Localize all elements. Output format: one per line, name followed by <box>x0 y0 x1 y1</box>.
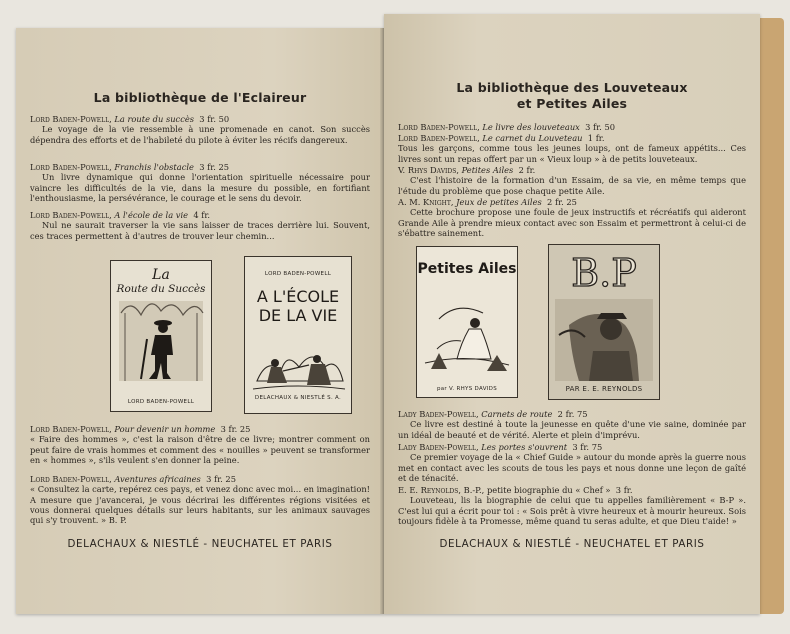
entry-ecole-de-la-vie <box>16 210 384 241</box>
entry-description: Nul ne saurait traverser la vie sans laisser de traces derrière lui. Souvent, ces traces permettent à d'autres de trouver leur chemin... <box>30 220 370 241</box>
entry-price: 3 fr. 25 <box>206 474 236 484</box>
cover-title-line1: La <box>152 267 170 283</box>
cover-author: LORD BADEN-POWELL <box>127 399 195 405</box>
entry-route-du-succes <box>16 114 384 145</box>
entry-franchis-obstacle <box>16 162 384 203</box>
cover-publisher: DELACHAUX & NIESTLÉ S. A. <box>254 395 342 401</box>
entry-jeux-de-petites-ailes <box>384 197 760 238</box>
book-cover-ecole-de-la-vie <box>244 256 352 414</box>
entry-aventures-africaines <box>16 474 384 525</box>
entry-price: 3 fr. 50 <box>585 122 616 132</box>
entry-author: Lady Baden-Powell, <box>398 409 479 419</box>
entry-description: Un livre dynamique qui donne l'orientation spirituelle nécessaire pour vaincre les difficultés de la vie, dans la mesure du possible, en fortifiant l'enthousiasme, la persévérance, le courage et le sens du devoir. <box>30 172 370 203</box>
girl-with-wings-illustration <box>417 283 517 383</box>
left-page <box>16 28 384 614</box>
entry-author: V. Rhys Davids, <box>398 165 459 175</box>
entry-author: Lady Baden-Powell, <box>398 442 479 452</box>
entry-bp-biographie <box>384 485 760 526</box>
entry-author: Lord Baden-Powell, <box>30 474 112 484</box>
entry-description: Louveteau, lis la biographie de celui que tu appelles familièrement « B-P ». C'est lui qui a écrit pour toi : « Sois prêt à vivre heureux et à mourir heureux. Sois toujours fidèle à ta Promesse, même quand tu seras adulte, et que Dieu t'aide! » <box>398 495 746 526</box>
scouts-fighting-illustration <box>247 337 351 397</box>
entry-price: 4 fr. <box>193 210 211 220</box>
baden-powell-portrait-illustration <box>549 295 659 385</box>
entry-description: Ce livre est destiné à toute la jeunesse en quête d'une vie saine, dominée par un idéal de beauté et de vérité. Alerte et plein d'imprévu. <box>398 419 746 440</box>
entry-author: E. E. Reynolds, <box>398 485 461 495</box>
cover-author: PAR E. E. REYNOLDS <box>565 385 643 393</box>
entry-devenir-un-homme <box>16 424 384 465</box>
entry-description: Cette brochure propose une foule de jeux instructifs et récréatifs qui aideront Grande Aile à prendre mieux contact avec son Essaim et permettront à celui-ci de s'ébattre sainement. <box>398 207 746 238</box>
cover-title: B.P <box>571 251 637 295</box>
entry-livre-des-louveteaux <box>384 122 760 132</box>
right-page-footer: DELACHAUX & NIESTLÉ - NEUCHATEL ET PARIS <box>439 538 705 550</box>
cover-title-line1: A L'ÉCOLE <box>256 287 340 306</box>
entry-title: A l'école de la vie <box>114 210 189 220</box>
entry-price: 2 fr. 75 <box>557 409 588 419</box>
right-page-heading-line1: La bibliothèque des Louveteaux <box>456 80 688 95</box>
entry-portes-s-ouvrent <box>384 442 760 483</box>
entry-description: Tous les garçons, comme tous les jeunes loups, ont de fameux appétits... Ces livres sont un repas offert par un « Vieux loup » à de petits louveteaux. <box>398 143 746 164</box>
entry-title: Pour devenir un homme <box>114 424 216 434</box>
entry-price: 1 fr. <box>587 133 605 143</box>
entry-author: Lord Baden-Powell, <box>30 210 112 220</box>
cover-title-line2: Route du Succès <box>116 283 206 295</box>
entry-description: « Faire des hommes », c'est la raison d'être de ce livre; montrer comment on peut faire de vrais hommes et comment des « nouilles » peuvent se transformer en « hommes », s'ils veulent s'en donner la peine. <box>30 434 370 465</box>
cover-author: LORD BADEN-POWELL <box>264 271 332 277</box>
entry-author: Lord Baden-Powell, <box>30 424 112 434</box>
entry-price: 3 fr. 50 <box>199 114 230 124</box>
entry-title: Petites Ailes <box>461 165 514 175</box>
entry-price: 3 fr. 25 <box>199 162 230 172</box>
entry-author: A. M. Knight, <box>398 197 454 207</box>
entry-author: Lord Baden-Powell, <box>30 162 112 172</box>
entry-price: 2 fr. 25 <box>547 197 577 207</box>
entry-description: Ce premier voyage de la « Chief Guide » autour du monde après la guerre nous met en contact avec les scouts de tous les pays et nous donne une leçon de gaîté et de ténacité. <box>398 452 746 483</box>
cover-title: Petites Ailes <box>417 261 517 277</box>
entry-author: Lord Baden-Powell, <box>398 133 480 143</box>
entry-title: Les portes s'ouvrent <box>481 442 568 452</box>
entry-price: 3 fr. <box>615 485 633 495</box>
entry-title: Jeux de petites Ailes <box>456 197 542 207</box>
book-cover-bp <box>548 244 660 400</box>
left-page-footer: DELACHAUX & NIESTLÉ - NEUCHATEL ET PARIS <box>67 538 333 550</box>
cover-title-line2: DE LA VIE <box>258 306 338 325</box>
entry-title: Aventures africaines <box>114 474 201 484</box>
entry-author: Lord Baden-Powell, <box>30 114 112 124</box>
entry-title: Franchis l'obstacle <box>114 162 194 172</box>
entry-price: 3 fr. 25 <box>220 424 251 434</box>
entry-description: « Consultez la carte, repérez ces pays, et venez donc avec moi... en imagination! A mesure que j'avancerai, je vous décrirai les différentes régions visitées et vous donnerai quelques détails sur leurs habitants, sur les animaux sauvages qui s'y trouvent. » B. P. <box>30 484 370 526</box>
entry-title: La route du succès <box>114 114 195 124</box>
entry-price: 3 fr. 75 <box>572 442 603 452</box>
scout-walking-illustration <box>111 293 211 393</box>
entry-title-suffix: petite biographie du « Chef » <box>486 485 611 495</box>
entry-title: Le livre des louveteaux <box>482 122 580 132</box>
book-cover-route-du-succes <box>110 260 212 412</box>
entry-carnets-de-route <box>384 409 760 440</box>
entry-carnet-du-louveteau <box>384 133 760 164</box>
cover-author: par V. RHYS DAVIDS <box>436 386 498 392</box>
entry-description: C'est l'histoire de la formation d'un Essaim, de sa vie, en même temps que l'étude du problème que pose chaque petite Aile. <box>398 175 746 196</box>
book-cover-edge <box>758 18 784 614</box>
right-page <box>384 14 760 614</box>
book-cover-petites-ailes <box>416 246 518 398</box>
right-page-heading-line2: et Petites Ailes <box>516 96 628 111</box>
entry-title: Carnets de route <box>481 409 553 419</box>
entry-author: Lord Baden-Powell, <box>398 122 480 132</box>
entry-title: B.-P., <box>463 485 485 495</box>
left-page-heading: La bibliothèque de l'Eclaireur <box>93 90 307 105</box>
entry-price: 2 fr. <box>518 165 536 175</box>
entry-petites-ailes <box>384 165 760 196</box>
entry-title: Le carnet du Louveteau <box>482 133 583 143</box>
entry-description: Le voyage de la vie ressemble à une promenade en canot. Son succès dépendra des efforts et de l'habileté du pilote à éviter les récifs dangereux. <box>30 124 370 145</box>
